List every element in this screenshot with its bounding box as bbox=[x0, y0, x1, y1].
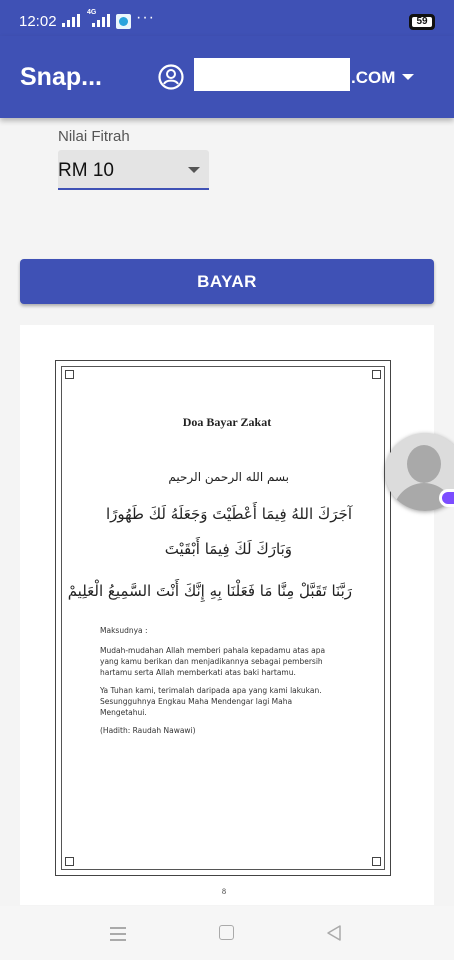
account-dropdown-icon[interactable] bbox=[402, 74, 414, 80]
frame-corner-ornament bbox=[372, 857, 381, 866]
translation-line: Ya Tuhan kami, terimalah daripada apa yang kami lakukan. bbox=[100, 686, 322, 695]
chevron-down-icon[interactable] bbox=[188, 167, 200, 173]
arabic-line-2: وَبَارَكَ لَكَ فِيمَا أَبْقَيْتَ bbox=[164, 540, 292, 558]
avatar-head-shape bbox=[407, 445, 441, 483]
menu-icon[interactable] bbox=[108, 923, 128, 943]
translation-line: hartamu serta Allah memberkati atas baki hartamu. bbox=[100, 668, 296, 677]
account-circle-icon[interactable] bbox=[158, 64, 184, 90]
hadith-source: (Hadith: Raudah Nawawi) bbox=[100, 726, 196, 735]
avatar-status-badge bbox=[439, 489, 454, 507]
app-title: Snap... bbox=[20, 63, 102, 91]
status-bar bbox=[0, 0, 454, 36]
arabic-bismillah: بسم الله الرحمن الرحيم bbox=[168, 470, 289, 484]
arabic-line-3: رَبَّنَا تَقَبَّلْ مِنَّا مَا فَعَلْنَا بِهِ إِنَّكَ أَنْتَ السَّمِيعُ الْعَلِيمْ bbox=[67, 582, 352, 600]
nilai-fitrah-select[interactable] bbox=[58, 150, 209, 190]
frame-corner-ornament bbox=[372, 370, 381, 379]
battery-level: 59 bbox=[412, 17, 432, 27]
document-title: Doa Bayar Zakat bbox=[182, 415, 272, 429]
app-bar bbox=[0, 36, 454, 118]
arabic-line-1: آجَرَكَ اللهُ فِيمَا أَعْطَيْتَ وَجَعَلَهُ لَكَ طَهُورًا bbox=[105, 505, 352, 523]
account-email-suffix[interactable]: .COM bbox=[351, 68, 396, 87]
translation-line: Mudah-mudahan Allah memberi pahala kepadamu atas apa bbox=[100, 646, 326, 655]
signal-icon bbox=[62, 14, 80, 27]
back-triangle-icon[interactable] bbox=[324, 923, 344, 943]
signal-icon-2 bbox=[92, 14, 110, 27]
page-number: 8 bbox=[222, 887, 226, 896]
account-email-redacted[interactable] bbox=[194, 58, 350, 91]
network-type: 4G bbox=[87, 9, 97, 16]
nilai-fitrah-label: Nilai Fitrah bbox=[58, 128, 130, 145]
maksudnya-label: Maksudnya : bbox=[100, 626, 148, 635]
doa-document-image bbox=[20, 325, 434, 905]
translation-line: yang kamu berikan dan menjadikannya sebagai pembersih bbox=[100, 657, 323, 666]
translation-line: Mengetahui. bbox=[100, 708, 147, 717]
home-square-icon[interactable] bbox=[219, 925, 234, 940]
telegram-icon bbox=[116, 14, 131, 29]
battery-icon bbox=[409, 14, 435, 30]
more-notifications-icon: ··· bbox=[136, 9, 155, 26]
system-nav-bar bbox=[0, 906, 454, 960]
selected-amount[interactable]: RM 10 bbox=[58, 160, 114, 181]
frame-corner-ornament bbox=[65, 370, 74, 379]
bayar-button[interactable]: BAYAR bbox=[20, 259, 434, 304]
translation-line: Sesungguhnya Engkau Maha Mendengar lagi Maha bbox=[100, 697, 293, 706]
status-time: 12:02 bbox=[19, 13, 57, 30]
document-inner-frame bbox=[61, 366, 385, 870]
frame-corner-ornament bbox=[65, 857, 74, 866]
